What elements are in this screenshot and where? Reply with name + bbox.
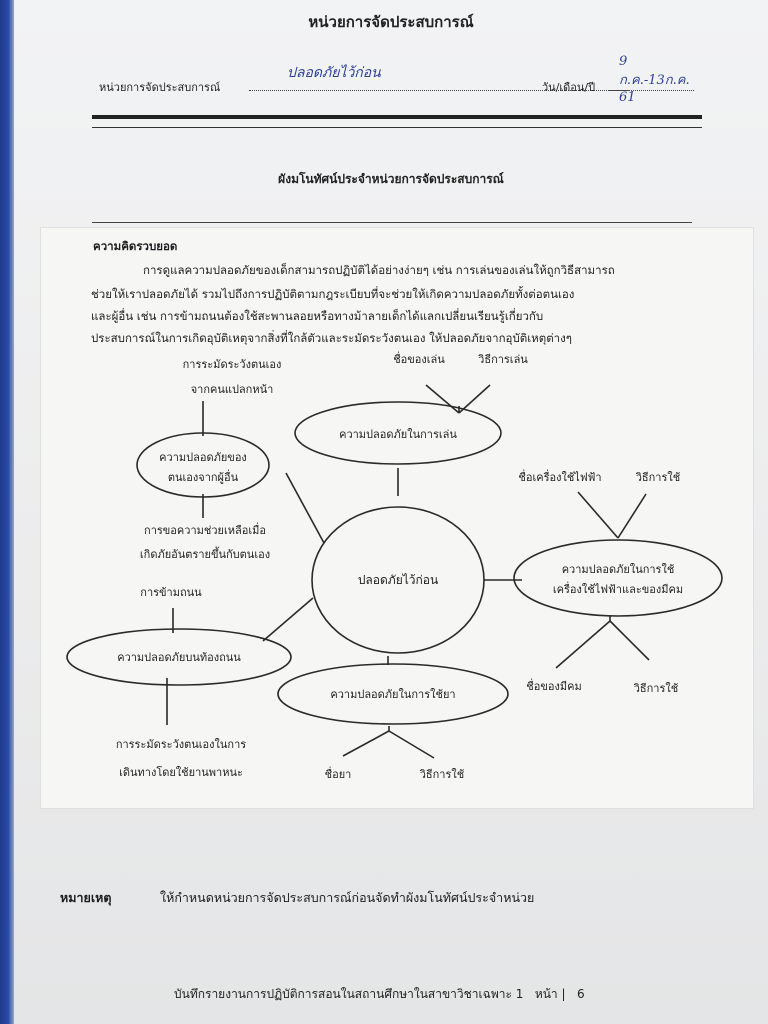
center-label: ปลอดภัยไว้ก่อน — [357, 573, 439, 587]
date-handwritten-value: 9 ก.ค.-13ก.ค. 61 — [619, 54, 690, 105]
road-bottom-1: การระมัดระวังตนเองในการ — [115, 738, 247, 751]
electric-top-leaf-1: ชื่อเครื่องใช้ไฟฟ้า — [518, 471, 602, 484]
electric-top-leaf-2: วิธีการใช้ — [635, 471, 681, 484]
electric-bottom-leaf-1: ชื่อของมีคม — [526, 680, 582, 693]
section-subtitle: ผังมโนทัศน์ประจำหน่วยการจัดประสบการณ์ — [278, 172, 504, 186]
node-self — [137, 433, 269, 497]
header-rule-thin — [92, 127, 702, 128]
road-bottom-2: เดินทางโดยใช้ยานพาหนะ — [119, 766, 243, 779]
medicine-leaf-1: ชื่อยา — [324, 768, 352, 781]
medicine-leaf-line-a — [343, 731, 389, 756]
concept-line-4: ประสบการณ์ในการเกิดอุบัติเหตุจากสิ่งที่ใกล้ตัวและระมัดระวังตนเอง ให้ปลอดภัยจากอุบัติเหตุต่างๆ — [91, 331, 572, 345]
medicine-label: ความปลอดภัยในการใช้ยา — [330, 688, 456, 701]
self-label-2: ตนเองจากผู้อื่น — [167, 471, 239, 484]
medicine-leaf-2: วิธีการใช้ — [419, 768, 465, 781]
date-label: วัน/เดือน/ปี — [542, 81, 596, 94]
self-bottom-2: เกิดภัยอันตรายขึ้นกับตนเอง — [139, 548, 271, 561]
note-label: หมายเหตุ — [60, 890, 112, 905]
electric-bottom-leaf-2: วิธีการใช้ — [633, 682, 679, 695]
note-text: ให้กำหนดหน่วยการจัดประสบการณ์ก่อนจัดทำผังมโนทัศน์ประจำหน่วย — [160, 890, 535, 905]
connector-self — [286, 473, 324, 543]
concept-line-2: ช่วยให้เราปลอดภัยได้ รวมไปถึงการปฏิบัติตามกฎระเบียบที่จะช่วยให้เกิดความปลอดภัยทั้งต่อตนเอง — [91, 287, 575, 301]
unit-label: หน่วยการจัดประสบการณ์ — [99, 81, 221, 94]
concept-line-1: การดูแลความปลอดภัยของเด็กสามารถปฏิบัติได้อย่างง่ายๆ เช่น การเล่นของเล่นให้ถูกวิธีสามารถ — [143, 263, 615, 277]
electric-top-line-b — [618, 494, 646, 538]
connector-road — [263, 598, 313, 641]
self-label-1: ความปลอดภัยของ — [159, 451, 247, 464]
road-top: การข้ามถนน — [140, 586, 202, 599]
section-rule — [92, 222, 692, 223]
header-rule-thick — [92, 115, 702, 119]
footer-page-number: 6 — [577, 987, 585, 1001]
self-top-2: จากคนแปลกหน้า — [190, 383, 274, 396]
road-label: ความปลอดภัยบนท้องถนน — [117, 651, 241, 664]
play-leaf-2: วิธีการเล่น — [478, 353, 528, 366]
footer-page-separator: | — [561, 987, 566, 1001]
concept-line-3: และผู้อื่น เช่น การข้ามถนนต้องใช้สะพานลอยหรือทางม้าลายเด็กได้แลกเปลี่ยนเรียนรู้เกี่ยวกับ — [91, 309, 544, 323]
concept-map-sheet — [41, 228, 753, 808]
footer-page-label: หน้า — [534, 987, 558, 1001]
electric-top-line-a — [578, 492, 618, 538]
page-footer — [174, 985, 585, 1004]
self-top-1: การระมัดระวังตนเอง — [182, 358, 282, 371]
binder-edge — [0, 0, 14, 1024]
medicine-leaf-line-b — [389, 731, 434, 758]
self-bottom-1: การขอความช่วยเหลือเมื่อ — [144, 524, 266, 537]
electric-bottom-line-a — [556, 621, 610, 668]
document-page — [14, 0, 768, 1024]
electric-bottom-line-b — [610, 621, 649, 660]
play-leaf-1: ชื่อของเล่น — [393, 353, 445, 366]
concept-heading: ความคิดรวบยอด — [93, 239, 178, 253]
unit-handwritten-value: ปลอดภัยไว้ก่อน — [287, 65, 381, 81]
node-electric — [514, 540, 722, 616]
electric-label-2: เครื่องใช้ไฟฟ้าและของมีคม — [552, 583, 684, 596]
play-leaf-line-b — [426, 385, 459, 413]
play-label: ความปลอดภัยในการเล่น — [339, 428, 457, 441]
unit-row — [99, 54, 699, 105]
mind-map — [41, 228, 753, 808]
electric-label-1: ความปลอดภัยในการใช้ — [561, 563, 675, 576]
page-title: หน่วยการจัดประสบการณ์ — [308, 13, 474, 31]
footer-text: บันทึกรายงานการปฏิบัติการสอนในสถานศึกษาในสาขาวิชาเฉพาะ 1 — [174, 987, 524, 1001]
